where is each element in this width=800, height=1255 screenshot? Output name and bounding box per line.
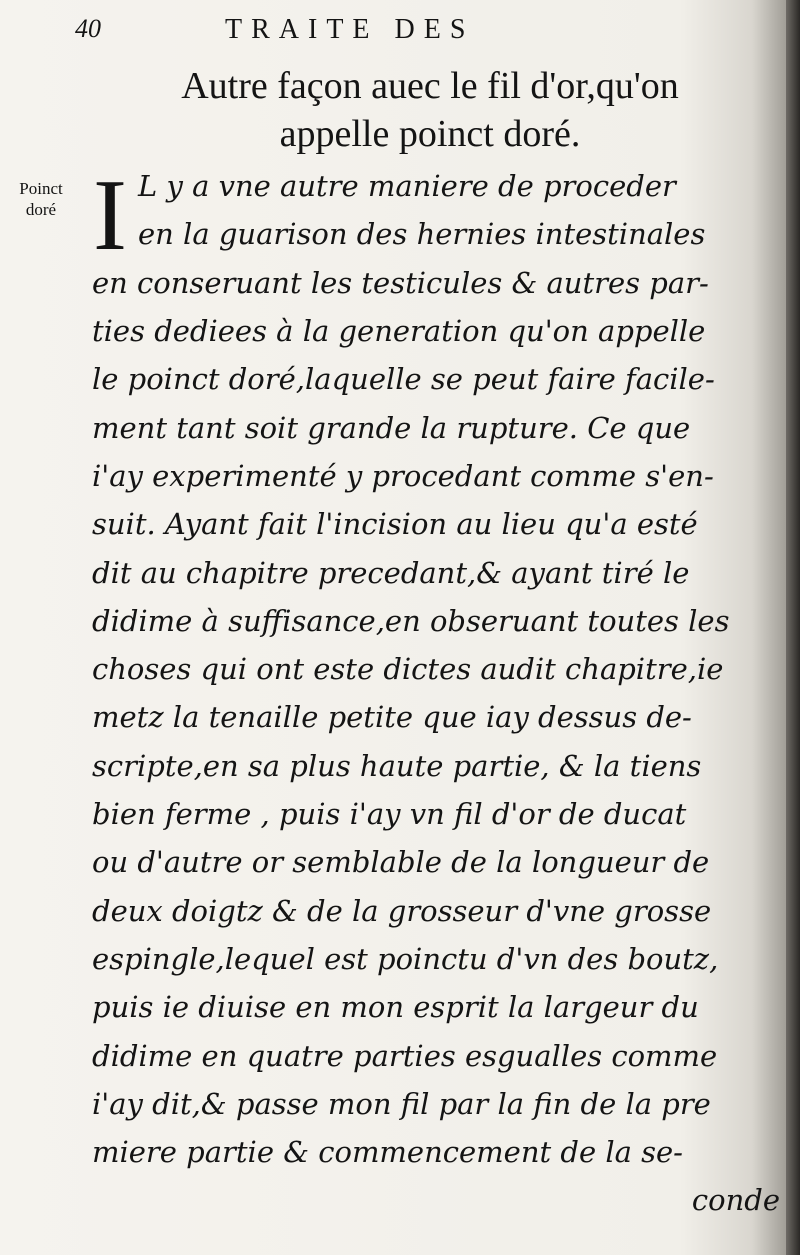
page-edge-shadow — [786, 0, 800, 1255]
body-line: metz la tenaille petite que iay dessus de- — [92, 700, 692, 734]
body-line: en conseruant les testicules & autres par- — [92, 266, 709, 300]
body-line: bien ferme , puis i'ay vn fil d'or de ducat — [92, 797, 687, 831]
body-line: ties dediees à la generation qu'on appelle — [92, 314, 706, 348]
body-line: miere partie & commencement de la se- — [92, 1135, 683, 1169]
body-line: didime à suffisance,en obseruant toutes les — [92, 604, 730, 638]
section-heading — [80, 62, 780, 158]
running-header — [75, 14, 760, 50]
margin-note-line-2: doré — [25, 200, 57, 219]
page-number: 40 — [75, 14, 101, 43]
body-line: ment tant soit grande la rupture. Ce que — [92, 411, 691, 445]
body-line: espingle,lequel est poinctu d'vn des boutz, — [92, 942, 719, 976]
running-title: TRAITE DES — [225, 14, 475, 45]
body-line: choses qui ont este dictes audit chapitre,ie — [92, 652, 724, 686]
body-line: deux doigtz & de la grosseur d'vne grosse — [92, 894, 712, 928]
body-line: L y a vne autre maniere de proceder — [138, 169, 676, 203]
body-line: didime en quatre parties esgualles comme — [92, 1039, 718, 1073]
body-line: dit au chapitre precedant,& ayant tiré le — [92, 556, 690, 590]
body-line: ou d'autre or semblable de la longueur de — [92, 845, 710, 879]
margin-note — [6, 178, 76, 220]
drop-cap-letter: I — [93, 159, 127, 272]
body-line: i'ay dit,& passe mon fil par la fin de la pre — [92, 1087, 711, 1121]
body-line: puis ie diuise en mon esprit la largeur du — [92, 990, 699, 1024]
heading-line-1: Autre façon auec le fil d'or,qu'on — [181, 65, 679, 107]
body-line: en la guarison des hernies intestinales — [138, 217, 706, 251]
body-line: le poinct doré,laquelle se peut faire facile- — [92, 362, 715, 396]
heading-line-2: appelle poinct doré. — [279, 113, 581, 155]
body-line: suit. Ayant fait l'incision au lieu qu'a esté — [92, 507, 698, 541]
body-line: scripte,en sa plus haute partie, & la tiens — [92, 749, 702, 783]
body-line: i'ay experimenté y procedant comme s'en- — [92, 459, 714, 493]
catchword: conde — [691, 1183, 780, 1217]
margin-note-line-1: Poinct — [19, 179, 63, 198]
